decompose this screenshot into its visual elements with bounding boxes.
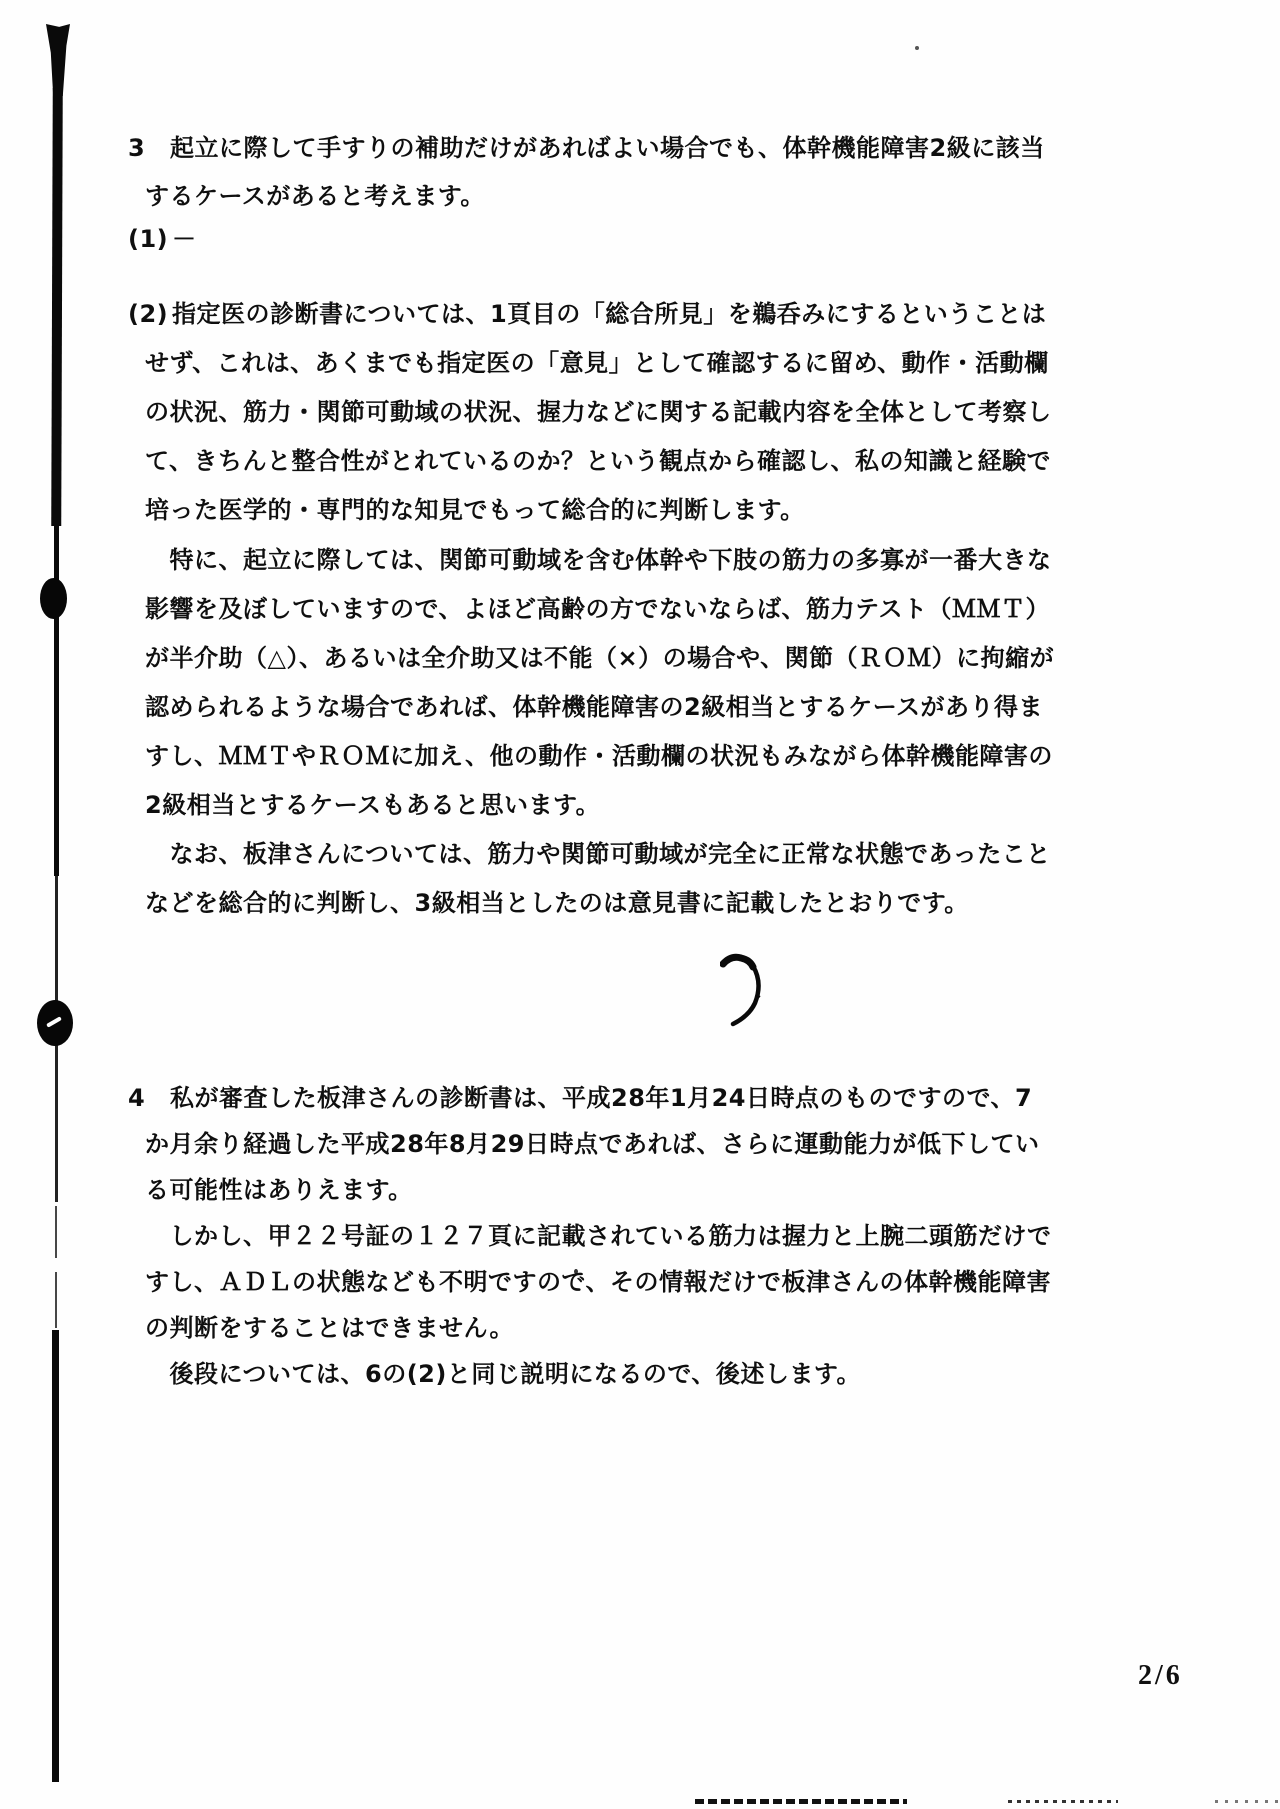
section4-line-1 (128, 1083, 1032, 1113)
scan-bottom-dashes (695, 1799, 907, 1804)
section3-line-2: するケースがあると考えます。 (145, 182, 485, 210)
page-number: 2/6 (1138, 1660, 1183, 1691)
section4-line-5: すし、ＡＤＬの状態なども不明ですので、その情報だけで板津さんの体幹機能障害 (145, 1268, 1052, 1296)
section2-line-11: 2級相当とするケースもあると思います。 (145, 791, 601, 819)
section4-number: 4 (128, 1084, 146, 1112)
section4-line-3: る可能性はありえます。 (145, 1176, 413, 1204)
scan-speck (915, 46, 919, 50)
section3-number: 3 (128, 134, 146, 162)
section2-line-12: なお、板津さんについては、筋力や関節可動域が完全に正常な状態であったこと (145, 840, 1051, 868)
scan-streak-top (46, 24, 70, 96)
section4-line-4: しかし、甲２２号証の１２７頁に記載されている筋力は握力と上腕二頭筋だけで (145, 1222, 1052, 1250)
scan-streak (52, 1330, 59, 1782)
section2-line-2: せず、これは、あくまでも指定医の「意見」として確認するに留め、動作・活動欄 (145, 349, 1049, 377)
section2-number: (2) (128, 300, 169, 328)
section2-line-4: て、きちんと整合性がとれているのか？という観点から確認し、私の知識と経験で (145, 447, 1052, 475)
section2-line-7: 影響を及ぼしていますので、よほど高齢の方でないならば、筋力テスト（ＭＭＴ） (145, 595, 1051, 623)
handwritten-paren-mark (720, 951, 768, 1031)
section4-line-2: か月余り経過した平成28年8月29日時点であれば、さらに運動能力が低下してい (145, 1130, 1040, 1158)
section4-text: 私が審査した板津さんの診断書は、平成28年1月24日時点のものですので、7 (170, 1084, 1033, 1112)
item1-dash: － (172, 225, 197, 253)
section2-line-6: 特に、起立に際しては、関節可動域を含む体幹や下肢の筋力の多寡が一番大きな (145, 546, 1052, 574)
punch-hole-highlight (46, 1016, 62, 1027)
section4-line-6: の判断をすることはできません。 (145, 1314, 514, 1342)
item1-line (128, 224, 197, 254)
section2-line-10: すし、ＭＭＴやＲＯＭに加え、他の動作・活動欄の状況もみながら体幹機能障害の (145, 742, 1053, 770)
section2-line-13: などを総合的に判断し、3級相当としたのは意見書に記載したとおりです。 (145, 889, 969, 917)
scan-streak (51, 88, 63, 526)
section2-line-1 (128, 299, 1046, 329)
scan-bottom-dashes (1008, 1800, 1118, 1803)
scan-streak (55, 1206, 57, 1258)
section3-line-1 (128, 133, 1045, 163)
scan-bottom-dashes (1215, 1800, 1280, 1803)
section2-line-5: 培った医学的・専門的な知見でもって総合的に判断します。 (145, 496, 805, 524)
section3-text: 起立に際して手すりの補助だけがあればよい場合でも、体幹機能障害2級に該当 (170, 134, 1045, 162)
section2-line-3: の状況、筋力・関節可動域の状況、握力などに関する記載内容を全体として考察し (145, 398, 1052, 426)
section2-line-8: が半介助（△）、あるいは全介助又は不能（×）の場合や、関節（ＲＯＭ）に拘縮が (145, 644, 1055, 672)
section2-line-9: 認められるような場合であれば、体幹機能障害の2級相当とするケースがあり得ま (145, 693, 1043, 721)
section4-line-7: 後段については、6の(2)と同じ説明になるので、後述します。 (145, 1360, 861, 1388)
item1-number: (1) (128, 225, 169, 253)
section2-text: 指定医の診断書については、1頁目の「総合所見」を鵜呑みにするということは (172, 300, 1047, 328)
punch-hole-mark (40, 578, 67, 619)
scan-streak (55, 1272, 57, 1328)
punch-hole-mark (37, 1000, 73, 1046)
scan-streak (54, 524, 59, 876)
